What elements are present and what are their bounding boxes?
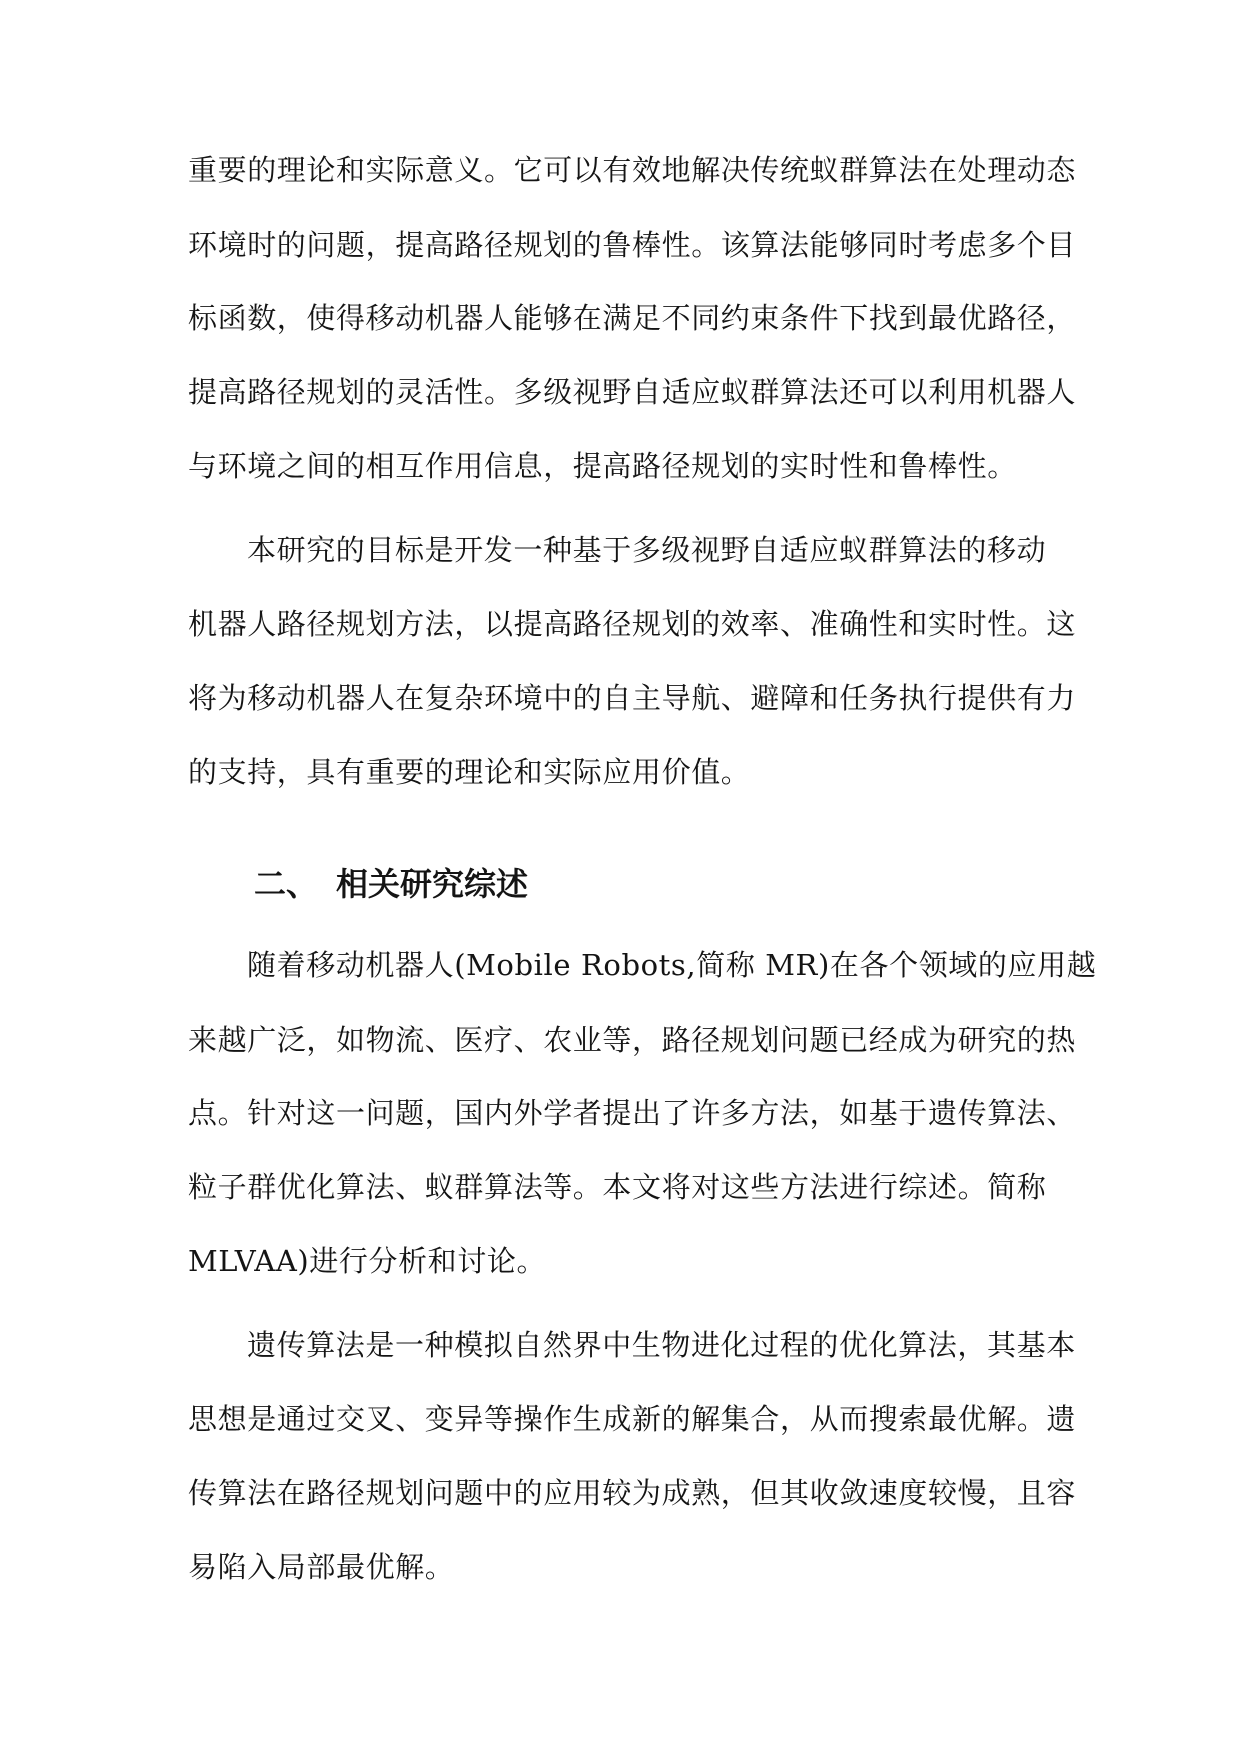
text-line: 随着移动机器人(Mobile Robots,简称 MR)在各个领域的应用越 <box>247 948 1097 982</box>
text-line: 提高路径规划的灵活性。多级视野自适应蚁群算法还可以利用机器人 <box>188 375 1077 409</box>
section-title: 相关研究综述 <box>336 865 529 903</box>
text-line: 与环境之间的相互作用信息，提高路径规划的实时性和鲁棒性。 <box>188 449 1017 483</box>
text-line: 重要的理论和实际意义。它可以有效地解决传统蚁群算法在处理动态 <box>188 153 1077 187</box>
text-line: 点。针对这一问题，国内外学者提出了许多方法，如基于遗传算法、 <box>188 1096 1077 1130</box>
text-line: 传算法在路径规划问题中的应用较为成熟，但其收敛速度较慢，且容 <box>188 1476 1077 1510</box>
section-number: 二、 <box>254 865 319 903</box>
text-line: MLVAA)进行分析和讨论。 <box>188 1244 547 1278</box>
text-line: 遗传算法是一种模拟自然界中生物进化过程的优化算法，其基本 <box>247 1328 1076 1362</box>
text-line: 的支持，具有重要的理论和实际应用价值。 <box>188 755 751 789</box>
section-heading <box>254 862 528 906</box>
text-line: 机器人路径规划方法，以提高路径规划的效率、准确性和实时性。这 <box>188 607 1077 641</box>
text-line: 标函数，使得移动机器人能够在满足不同约束条件下找到最优路径， <box>188 301 1077 335</box>
text-line: 思想是通过交叉、变异等操作生成新的解集合，从而搜索最优解。遗 <box>188 1402 1077 1436</box>
text-line: 将为移动机器人在复杂环境中的自主导航、避障和任务执行提供有力 <box>188 681 1077 715</box>
text-line: 易陷入局部最优解。 <box>188 1550 455 1584</box>
text-line: 来越广泛，如物流、医疗、农业等，路径规划问题已经成为研究的热 <box>188 1023 1077 1057</box>
text-line: 环境时的问题，提高路径规划的鲁棒性。该算法能够同时考虑多个目 <box>188 228 1077 262</box>
text-line: 本研究的目标是开发一种基于多级视野自适应蚁群算法的移动 <box>247 533 1047 567</box>
text-line: 粒子群优化算法、蚁群算法等。本文将对这些方法进行综述。简称 <box>188 1170 1047 1204</box>
